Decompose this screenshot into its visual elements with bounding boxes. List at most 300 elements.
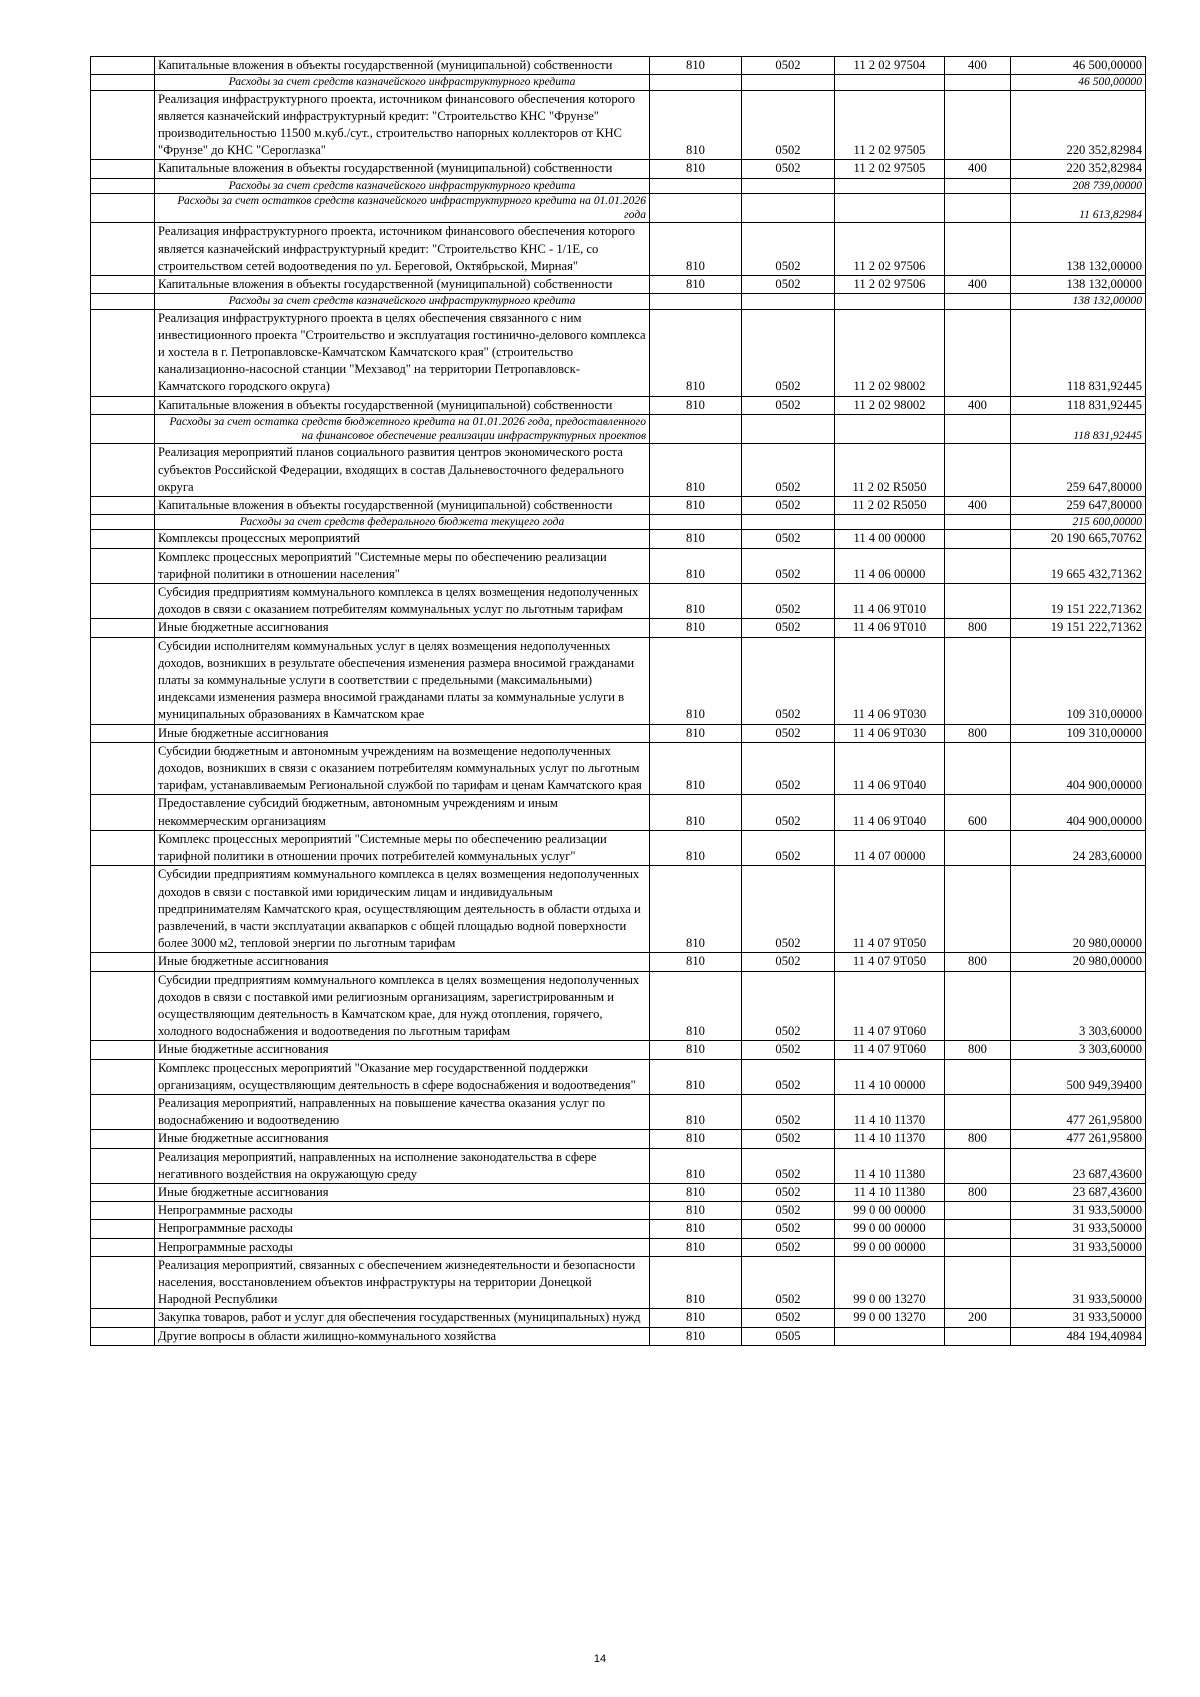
section-code-cell: 0502: [742, 795, 835, 830]
target-article-cell: 11 4 10 11370: [835, 1130, 945, 1148]
item-name-cell: Реализация инфраструктурного проекта, источником финансового обеспечения которого является казначейский инфраструктурный кредит: "Строительство КНС - 1/1Е, со строительством сетей водоотведения по ул. Береговой, Октябрьской, Мирная": [155, 223, 650, 276]
section-code-cell: 0502: [742, 866, 835, 953]
row-number-cell: [91, 830, 155, 865]
section-code-cell: 0502: [742, 1202, 835, 1220]
amount-cell: 484 194,40984: [1011, 1327, 1146, 1345]
expense-type-cell: [945, 1238, 1011, 1256]
item-name-cell: Субсидии бюджетным и автономным учреждениям на возмещение недополученных доходов, возникших в связи с оказанием потребителям коммунальных услуг по льготным тарифам, устанавливаемым Региональной службой по тарифам и ценам Камчатского края: [155, 742, 650, 795]
target-article-cell: 99 0 00 00000: [835, 1220, 945, 1238]
item-name-cell: Расходы за счет остатка средств бюджетного кредита на 01.01.2026 года, предоставленного на финансовое обеспечение реализации инфраструктурных проектов: [155, 414, 650, 444]
section-code-cell: 0502: [742, 160, 835, 178]
table-row: [91, 971, 1146, 1041]
table-row: [91, 223, 1146, 276]
expense-type-cell: 800: [945, 724, 1011, 742]
row-number-cell: [91, 1327, 155, 1345]
row-number-cell: [91, 795, 155, 830]
target-article-cell: 11 4 07 9Т060: [835, 1041, 945, 1059]
amount-cell: 220 352,82984: [1011, 160, 1146, 178]
target-article-cell: 11 4 07 9Т060: [835, 971, 945, 1041]
amount-cell: 118 831,92445: [1011, 414, 1146, 444]
expense-type-cell: [945, 1148, 1011, 1183]
item-name-cell: Капитальные вложения в объекты государственной (муниципальной) собственности: [155, 276, 650, 294]
item-name-cell: Реализация инфраструктурного проекта в целях обеспечения связанного с ним инвестиционного проекта "Строительство и эксплуатация гостинично-делового комплекса и хостела в г. Петропавловске-Камчатском Камчатского края" (строительство канализационно-насосной станции "Мехзавод" на территории Петропавловск-Камчатского городского округа): [155, 309, 650, 396]
amount-cell: 31 933,50000: [1011, 1309, 1146, 1327]
amount-cell: 109 310,00000: [1011, 637, 1146, 724]
table-row: [91, 276, 1146, 294]
table-row: [91, 1309, 1146, 1327]
item-name-cell: Иные бюджетные ассигнования: [155, 1183, 650, 1201]
item-name-cell: Непрограммные расходы: [155, 1202, 650, 1220]
row-number-cell: [91, 178, 155, 193]
row-number-cell: [91, 1094, 155, 1129]
row-number-cell: [91, 160, 155, 178]
table-row: [91, 637, 1146, 724]
section-code-cell: 0502: [742, 971, 835, 1041]
item-name-cell: Непрограммные расходы: [155, 1220, 650, 1238]
expense-type-cell: 800: [945, 1130, 1011, 1148]
ved-code-cell: 810: [650, 1094, 742, 1129]
target-article-cell: 99 0 00 00000: [835, 1238, 945, 1256]
row-number-cell: [91, 223, 155, 276]
ved-code-cell: 810: [650, 223, 742, 276]
section-code-cell: 0502: [742, 724, 835, 742]
ved-code-cell: 810: [650, 160, 742, 178]
target-article-cell: 11 2 02 98002: [835, 309, 945, 396]
row-number-cell: [91, 276, 155, 294]
target-article-cell: 11 4 10 11380: [835, 1183, 945, 1201]
row-number-cell: [91, 971, 155, 1041]
section-code-cell: 0502: [742, 830, 835, 865]
item-name-cell: Комплекс процессных мероприятий "Оказание мер государственной поддержки организациям, осуществляющим деятельность в сфере водоснабжения и водоотведения": [155, 1059, 650, 1094]
section-code-cell: 0502: [742, 1256, 835, 1309]
table-row: [91, 953, 1146, 971]
row-number-cell: [91, 1148, 155, 1183]
table-row: [91, 57, 1146, 75]
ved-code-cell: 810: [650, 830, 742, 865]
row-number-cell: [91, 90, 155, 160]
expense-type-cell: [945, 1220, 1011, 1238]
section-code-cell: 0502: [742, 1041, 835, 1059]
row-number-cell: [91, 396, 155, 414]
row-number-cell: [91, 75, 155, 90]
target-article-cell: [835, 1327, 945, 1345]
section-code-cell: 0502: [742, 276, 835, 294]
amount-cell: 31 933,50000: [1011, 1220, 1146, 1238]
section-code-cell: [742, 178, 835, 193]
expense-type-cell: [945, 1094, 1011, 1129]
row-number-cell: [91, 1256, 155, 1309]
item-name-cell: Капитальные вложения в объекты государственной (муниципальной) собственности: [155, 396, 650, 414]
target-article-cell: 11 2 02 R5050: [835, 444, 945, 497]
ved-code-cell: 810: [650, 584, 742, 619]
ved-code-cell: 810: [650, 1202, 742, 1220]
ved-code-cell: [650, 414, 742, 444]
ved-code-cell: 810: [650, 1183, 742, 1201]
row-number-cell: [91, 584, 155, 619]
target-article-cell: 11 4 06 9Т030: [835, 724, 945, 742]
table-row: [91, 515, 1146, 530]
row-number-cell: [91, 193, 155, 223]
expense-type-cell: [945, 515, 1011, 530]
amount-cell: 215 600,00000: [1011, 515, 1146, 530]
table-row: [91, 1059, 1146, 1094]
item-name-cell: Комплекс процессных мероприятий "Системные меры по обеспечению реализации тарифной политики в отношении прочих потребителей коммунальных услуг": [155, 830, 650, 865]
ved-code-cell: 810: [650, 1327, 742, 1345]
row-number-cell: [91, 294, 155, 309]
expense-type-cell: 800: [945, 619, 1011, 637]
expense-type-cell: [945, 414, 1011, 444]
item-name-cell: Иные бюджетные ассигнования: [155, 619, 650, 637]
amount-cell: 208 739,00000: [1011, 178, 1146, 193]
expense-type-cell: [945, 178, 1011, 193]
item-name-cell: Иные бюджетные ассигнования: [155, 724, 650, 742]
item-name-cell: Реализация инфраструктурного проекта, источником финансового обеспечения которого является казначейский инфраструктурный кредит: "Строительство КНС "Фрунзе" производительностью 11500 м.куб./сут., строительство напорных коллекторов от КНС "Фрунзе" до КНС "Сероглазка": [155, 90, 650, 160]
ved-code-cell: 810: [650, 724, 742, 742]
amount-cell: 23 687,43600: [1011, 1148, 1146, 1183]
ved-code-cell: 810: [650, 1059, 742, 1094]
item-name-cell: Непрограммные расходы: [155, 1238, 650, 1256]
target-article-cell: [835, 75, 945, 90]
section-code-cell: 0502: [742, 1183, 835, 1201]
target-article-cell: 11 4 00 00000: [835, 530, 945, 548]
target-article-cell: 11 4 10 00000: [835, 1059, 945, 1094]
expense-type-cell: [945, 637, 1011, 724]
expense-type-cell: [945, 830, 1011, 865]
item-name-cell: Предоставление субсидий бюджетным, автономным учреждениям и иным некоммерческим организациям: [155, 795, 650, 830]
expense-type-cell: [945, 309, 1011, 396]
ved-code-cell: 810: [650, 953, 742, 971]
row-number-cell: [91, 309, 155, 396]
target-article-cell: [835, 193, 945, 223]
amount-cell: 109 310,00000: [1011, 724, 1146, 742]
item-name-cell: Иные бюджетные ассигнования: [155, 1130, 650, 1148]
table-row: [91, 396, 1146, 414]
table-row: [91, 1327, 1146, 1345]
table-row: [91, 1238, 1146, 1256]
ved-code-cell: 810: [650, 795, 742, 830]
row-number-cell: [91, 530, 155, 548]
expense-type-cell: [945, 866, 1011, 953]
section-code-cell: 0502: [742, 1220, 835, 1238]
target-article-cell: 11 4 10 11370: [835, 1094, 945, 1129]
page-number: 14: [593, 1653, 607, 1665]
target-article-cell: [835, 294, 945, 309]
table-row: [91, 724, 1146, 742]
section-code-cell: 0502: [742, 444, 835, 497]
target-article-cell: 11 4 10 11380: [835, 1148, 945, 1183]
item-name-cell: Реализация мероприятий, направленных на повышение качества оказания услуг по водоснабжению и водоотведению: [155, 1094, 650, 1129]
expense-type-cell: [945, 223, 1011, 276]
ved-code-cell: 810: [650, 742, 742, 795]
ved-code-cell: [650, 294, 742, 309]
amount-cell: 31 933,50000: [1011, 1256, 1146, 1309]
table-row: [91, 619, 1146, 637]
expense-type-cell: [945, 742, 1011, 795]
ved-code-cell: 810: [650, 637, 742, 724]
section-code-cell: 0502: [742, 57, 835, 75]
row-number-cell: [91, 1238, 155, 1256]
table-row: [91, 1256, 1146, 1309]
table-row: [91, 1094, 1146, 1129]
target-article-cell: 11 2 02 97504: [835, 57, 945, 75]
amount-cell: 23 687,43600: [1011, 1183, 1146, 1201]
ved-code-cell: 810: [650, 530, 742, 548]
row-number-cell: [91, 548, 155, 583]
target-article-cell: 11 4 06 00000: [835, 548, 945, 583]
target-article-cell: 11 2 02 97506: [835, 223, 945, 276]
expense-type-cell: 600: [945, 795, 1011, 830]
table-row: [91, 496, 1146, 514]
amount-cell: 259 647,80000: [1011, 496, 1146, 514]
target-article-cell: 99 0 00 00000: [835, 1202, 945, 1220]
amount-cell: 3 303,60000: [1011, 1041, 1146, 1059]
row-number-cell: [91, 444, 155, 497]
table-row: [91, 75, 1146, 90]
table-row: [91, 866, 1146, 953]
row-number-cell: [91, 496, 155, 514]
section-code-cell: 0502: [742, 90, 835, 160]
target-article-cell: 11 2 02 97505: [835, 90, 945, 160]
expense-type-cell: [945, 548, 1011, 583]
section-code-cell: 0502: [742, 584, 835, 619]
target-article-cell: 99 0 00 13270: [835, 1256, 945, 1309]
expense-type-cell: [945, 444, 1011, 497]
ved-code-cell: 810: [650, 276, 742, 294]
row-number-cell: [91, 1059, 155, 1094]
expense-type-cell: [945, 75, 1011, 90]
ved-code-cell: 810: [650, 1220, 742, 1238]
item-name-cell: Реализация мероприятий, направленных на исполнение законодательства в сфере негативного воздействия на окружающую среду: [155, 1148, 650, 1183]
item-name-cell: Иные бюджетные ассигнования: [155, 953, 650, 971]
target-article-cell: 11 4 06 9Т030: [835, 637, 945, 724]
target-article-cell: 99 0 00 13270: [835, 1309, 945, 1327]
amount-cell: 24 283,60000: [1011, 830, 1146, 865]
row-number-cell: [91, 1309, 155, 1327]
row-number-cell: [91, 1041, 155, 1059]
ved-code-cell: 810: [650, 1238, 742, 1256]
ved-code-cell: 810: [650, 971, 742, 1041]
section-code-cell: [742, 414, 835, 444]
budget-table: [90, 56, 1146, 1346]
item-name-cell: Реализация мероприятий, связанных с обеспечением жизнедеятельности и безопасности населения, восстановлением объектов инфраструктуры на территории Донецкой Народной Республики: [155, 1256, 650, 1309]
section-code-cell: [742, 75, 835, 90]
section-code-cell: [742, 193, 835, 223]
item-name-cell: Реализация мероприятий планов социального развития центров экономического роста субъектов Российской Федерации, входящих в состав Дальневосточного федерального округа: [155, 444, 650, 497]
expense-type-cell: [945, 530, 1011, 548]
row-number-cell: [91, 515, 155, 530]
target-article-cell: 11 2 02 R5050: [835, 496, 945, 514]
section-code-cell: 0502: [742, 619, 835, 637]
target-article-cell: 11 4 06 9Т040: [835, 742, 945, 795]
target-article-cell: 11 2 02 97505: [835, 160, 945, 178]
table-body: [91, 57, 1146, 1346]
section-code-cell: 0502: [742, 1309, 835, 1327]
section-code-cell: 0502: [742, 496, 835, 514]
section-code-cell: 0502: [742, 223, 835, 276]
amount-cell: 500 949,39400: [1011, 1059, 1146, 1094]
section-code-cell: 0502: [742, 953, 835, 971]
ved-code-cell: 810: [650, 444, 742, 497]
table-row: [91, 90, 1146, 160]
section-code-cell: 0502: [742, 1094, 835, 1129]
target-article-cell: 11 4 06 9Т010: [835, 619, 945, 637]
row-number-cell: [91, 1202, 155, 1220]
section-code-cell: 0502: [742, 1059, 835, 1094]
item-name-cell: Капитальные вложения в объекты государственной (муниципальной) собственности: [155, 496, 650, 514]
item-name-cell: Субсидия предприятиям коммунального комплекса в целях возмещения недополученных доходов в связи с оказанием потребителям коммунальных услуг по льготным тарифам: [155, 584, 650, 619]
section-code-cell: 0502: [742, 742, 835, 795]
expense-type-cell: [945, 971, 1011, 1041]
amount-cell: 46 500,00000: [1011, 57, 1146, 75]
ved-code-cell: [650, 75, 742, 90]
amount-cell: 20 980,00000: [1011, 866, 1146, 953]
ved-code-cell: 810: [650, 57, 742, 75]
expense-type-cell: [945, 1202, 1011, 1220]
row-number-cell: [91, 637, 155, 724]
item-name-cell: Субсидии исполнителям коммунальных услуг в целях возмещения недополученных доходов, возникших в результате обеспечения изменения размера вносимой гражданами платы за коммунальные услуги в соответствии с предельными (максимальными) индексами изменения размера вносимой гражданами платы за коммунальные услуги в муниципальных образованиях в Камчатском крае: [155, 637, 650, 724]
item-name-cell: Капитальные вложения в объекты государственной (муниципальной) собственности: [155, 160, 650, 178]
ved-code-cell: 810: [650, 866, 742, 953]
amount-cell: 19 151 222,71362: [1011, 584, 1146, 619]
expense-type-cell: 400: [945, 57, 1011, 75]
expense-type-cell: [945, 294, 1011, 309]
target-article-cell: 11 4 07 00000: [835, 830, 945, 865]
row-number-cell: [91, 57, 155, 75]
amount-cell: 404 900,00000: [1011, 795, 1146, 830]
table-row: [91, 1041, 1146, 1059]
item-name-cell: Закупка товаров, работ и услуг для обеспечения государственных (муниципальных) нужд: [155, 1309, 650, 1327]
item-name-cell: Расходы за счет средств федерального бюджета текущего года: [155, 515, 650, 530]
amount-cell: 20 190 665,70762: [1011, 530, 1146, 548]
table-row: [91, 414, 1146, 444]
table-row: [91, 830, 1146, 865]
table-row: [91, 178, 1146, 193]
expense-type-cell: 400: [945, 396, 1011, 414]
amount-cell: 31 933,50000: [1011, 1238, 1146, 1256]
section-code-cell: 0502: [742, 309, 835, 396]
table-row: [91, 795, 1146, 830]
item-name-cell: Другие вопросы в области жилищно-коммунального хозяйства: [155, 1327, 650, 1345]
amount-cell: 220 352,82984: [1011, 90, 1146, 160]
item-name-cell: Расходы за счет средств казначейского инфраструктурного кредита: [155, 75, 650, 90]
amount-cell: 404 900,00000: [1011, 742, 1146, 795]
table-row: [91, 1148, 1146, 1183]
ved-code-cell: 810: [650, 1256, 742, 1309]
section-code-cell: 0502: [742, 548, 835, 583]
section-code-cell: 0502: [742, 1238, 835, 1256]
expense-type-cell: 800: [945, 953, 1011, 971]
table-row: [91, 742, 1146, 795]
ved-code-cell: 810: [650, 1148, 742, 1183]
ved-code-cell: [650, 178, 742, 193]
table-row: [91, 584, 1146, 619]
amount-cell: 138 132,00000: [1011, 294, 1146, 309]
ved-code-cell: [650, 515, 742, 530]
row-number-cell: [91, 1220, 155, 1238]
expense-type-cell: [945, 193, 1011, 223]
amount-cell: 138 132,00000: [1011, 276, 1146, 294]
table-row: [91, 444, 1146, 497]
ved-code-cell: 810: [650, 548, 742, 583]
item-name-cell: Расходы за счет средств казначейского инфраструктурного кредита: [155, 178, 650, 193]
table-row: [91, 294, 1146, 309]
row-number-cell: [91, 619, 155, 637]
ved-code-cell: 810: [650, 90, 742, 160]
row-number-cell: [91, 1183, 155, 1201]
ved-code-cell: 810: [650, 1130, 742, 1148]
row-number-cell: [91, 724, 155, 742]
amount-cell: 118 831,92445: [1011, 309, 1146, 396]
amount-cell: 138 132,00000: [1011, 223, 1146, 276]
section-code-cell: 0502: [742, 396, 835, 414]
table-row: [91, 1220, 1146, 1238]
ved-code-cell: 810: [650, 1041, 742, 1059]
table-row: [91, 530, 1146, 548]
item-name-cell: Субсидии предприятиям коммунального комплекса в целях возмещения недополученных доходов в связи с поставкой ими религиозным организациям, зарегистрированным и осуществляющим деятельность в Камчатском крае, для нужд отопления, горячего, холодного водоснабжения и водоотведения по льготным тарифам: [155, 971, 650, 1041]
amount-cell: 31 933,50000: [1011, 1202, 1146, 1220]
expense-type-cell: 400: [945, 160, 1011, 178]
amount-cell: 19 665 432,71362: [1011, 548, 1146, 583]
expense-type-cell: 200: [945, 1309, 1011, 1327]
amount-cell: 259 647,80000: [1011, 444, 1146, 497]
ved-code-cell: 810: [650, 496, 742, 514]
amount-cell: 477 261,95800: [1011, 1094, 1146, 1129]
item-name-cell: Субсидии предприятиям коммунального комплекса в целях возмещения недополученных доходов в связи с поставкой ими юридическим лицам и индивидуальным предпринимателям Камчатского края, осуществляющим деятельность в области отдыха и развлечений, в части эксплуатации аквапарков с общей площадью водной поверхности более 3000 м2, тепловой энергии по льготным тарифам: [155, 866, 650, 953]
row-number-cell: [91, 1130, 155, 1148]
target-article-cell: 11 4 06 9Т040: [835, 795, 945, 830]
item-name-cell: Расходы за счет средств казначейского инфраструктурного кредита: [155, 294, 650, 309]
row-number-cell: [91, 953, 155, 971]
ved-code-cell: 810: [650, 309, 742, 396]
item-name-cell: Капитальные вложения в объекты государственной (муниципальной) собственности: [155, 57, 650, 75]
section-code-cell: [742, 515, 835, 530]
amount-cell: 11 613,82984: [1011, 193, 1146, 223]
item-name-cell: Комплекс процессных мероприятий "Системные меры по обеспечению реализации тарифной политики в отношении населения": [155, 548, 650, 583]
amount-cell: 19 151 222,71362: [1011, 619, 1146, 637]
expense-type-cell: 400: [945, 276, 1011, 294]
target-article-cell: [835, 414, 945, 444]
target-article-cell: 11 2 02 97506: [835, 276, 945, 294]
expense-type-cell: [945, 1256, 1011, 1309]
section-code-cell: 0502: [742, 1148, 835, 1183]
item-name-cell: Иные бюджетные ассигнования: [155, 1041, 650, 1059]
expense-type-cell: [945, 584, 1011, 619]
row-number-cell: [91, 866, 155, 953]
amount-cell: 20 980,00000: [1011, 953, 1146, 971]
amount-cell: 118 831,92445: [1011, 396, 1146, 414]
table-row: [91, 193, 1146, 223]
amount-cell: 3 303,60000: [1011, 971, 1146, 1041]
amount-cell: 46 500,00000: [1011, 75, 1146, 90]
table-row: [91, 1202, 1146, 1220]
section-code-cell: 0505: [742, 1327, 835, 1345]
row-number-cell: [91, 414, 155, 444]
target-article-cell: [835, 515, 945, 530]
target-article-cell: 11 2 02 98002: [835, 396, 945, 414]
ved-code-cell: 810: [650, 396, 742, 414]
expense-type-cell: [945, 90, 1011, 160]
ved-code-cell: 810: [650, 619, 742, 637]
amount-cell: 477 261,95800: [1011, 1130, 1146, 1148]
item-name-cell: Расходы за счет остатков средств казначейского инфраструктурного кредита на 01.01.2026 года: [155, 193, 650, 223]
table-row: [91, 1130, 1146, 1148]
target-article-cell: 11 4 07 9Т050: [835, 866, 945, 953]
table-row: [91, 1183, 1146, 1201]
expense-type-cell: 800: [945, 1041, 1011, 1059]
section-code-cell: 0502: [742, 1130, 835, 1148]
target-article-cell: 11 4 07 9Т050: [835, 953, 945, 971]
table-row: [91, 160, 1146, 178]
